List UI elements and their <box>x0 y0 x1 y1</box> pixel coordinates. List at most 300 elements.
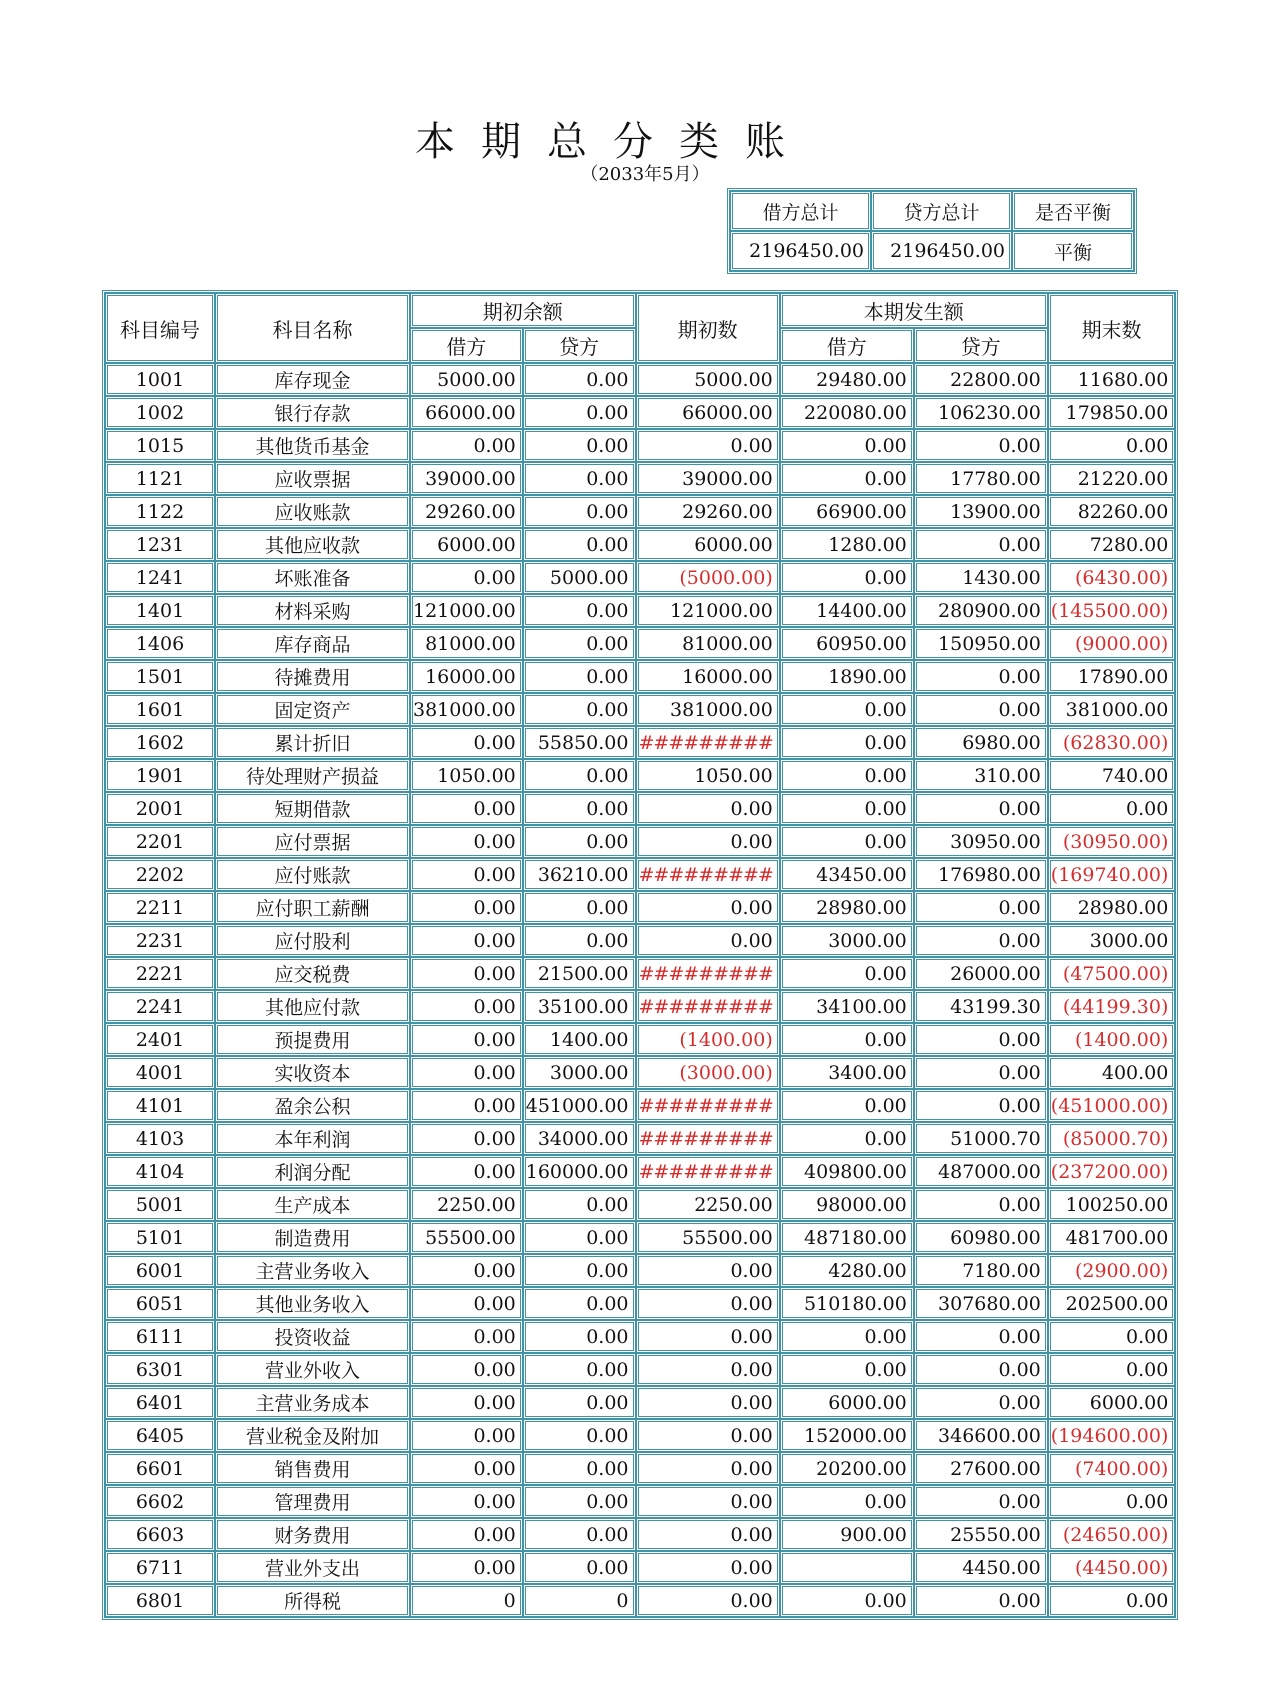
ob-debit-cell[interactable]: 0.00 <box>410 924 523 957</box>
header-code[interactable]: 科目编号 <box>105 293 215 363</box>
ending-cell[interactable]: (6430.00) <box>1048 561 1176 594</box>
ob-debit-cell[interactable]: 0.00 <box>410 1419 523 1452</box>
cur-debit-cell[interactable]: 0.00 <box>780 429 914 462</box>
cur-debit-cell[interactable]: 3000.00 <box>780 924 914 957</box>
cur-debit-cell[interactable]: 0.00 <box>780 1353 914 1386</box>
ending-cell[interactable]: (2900.00) <box>1048 1254 1176 1287</box>
cur-debit-cell[interactable]: 14400.00 <box>780 594 914 627</box>
name-cell[interactable]: 其他货币基金 <box>215 429 410 462</box>
ob-credit-cell[interactable]: 0.00 <box>523 495 636 528</box>
code-cell[interactable]: 6603 <box>105 1518 215 1551</box>
name-cell[interactable]: 其他应付款 <box>215 990 410 1023</box>
cur-credit-cell[interactable]: 0.00 <box>914 1386 1048 1419</box>
name-cell[interactable]: 银行存款 <box>215 396 410 429</box>
ob-credit-cell[interactable]: 0.00 <box>523 1353 636 1386</box>
code-cell[interactable]: 2221 <box>105 957 215 990</box>
code-cell[interactable]: 1001 <box>105 363 215 396</box>
cur-credit-cell[interactable]: 13900.00 <box>914 495 1048 528</box>
ob-debit-cell[interactable]: 0.00 <box>410 561 523 594</box>
code-cell[interactable]: 6602 <box>105 1485 215 1518</box>
ob-credit-cell[interactable]: 3000.00 <box>523 1056 636 1089</box>
name-cell[interactable]: 应付票据 <box>215 825 410 858</box>
ob-credit-cell[interactable]: 451000.00 <box>523 1089 636 1122</box>
cur-credit-cell[interactable]: 0.00 <box>914 1056 1048 1089</box>
cur-debit-cell[interactable]: 60950.00 <box>780 627 914 660</box>
cur-debit-cell[interactable]: 0.00 <box>780 1584 914 1617</box>
ob-debit-cell[interactable]: 0.00 <box>410 825 523 858</box>
opening-cell[interactable]: 0.00 <box>636 429 780 462</box>
name-cell[interactable]: 固定资产 <box>215 693 410 726</box>
header-ob-debit[interactable]: 借方 <box>410 328 523 363</box>
ob-credit-cell[interactable]: 160000.00 <box>523 1155 636 1188</box>
code-cell[interactable]: 6301 <box>105 1353 215 1386</box>
ending-cell[interactable]: 740.00 <box>1048 759 1176 792</box>
ob-debit-cell[interactable]: 5000.00 <box>410 363 523 396</box>
cur-debit-cell[interactable]: 0.00 <box>780 759 914 792</box>
header-name[interactable]: 科目名称 <box>215 293 410 363</box>
ob-credit-cell[interactable]: 0.00 <box>523 1419 636 1452</box>
code-cell[interactable]: 1602 <box>105 726 215 759</box>
code-cell[interactable]: 1231 <box>105 528 215 561</box>
name-cell[interactable]: 营业税金及附加 <box>215 1419 410 1452</box>
ending-cell[interactable]: 381000.00 <box>1048 693 1176 726</box>
name-cell[interactable]: 投资收益 <box>215 1320 410 1353</box>
name-cell[interactable]: 应交税费 <box>215 957 410 990</box>
opening-cell[interactable]: 121000.00 <box>636 594 780 627</box>
ending-cell[interactable]: (4450.00) <box>1048 1551 1176 1584</box>
cur-credit-cell[interactable]: 0.00 <box>914 792 1048 825</box>
ob-debit-cell[interactable]: 0.00 <box>410 1287 523 1320</box>
ob-credit-cell[interactable]: 0.00 <box>523 891 636 924</box>
ob-debit-cell[interactable]: 121000.00 <box>410 594 523 627</box>
ob-credit-cell[interactable]: 0.00 <box>523 1485 636 1518</box>
code-cell[interactable]: 1002 <box>105 396 215 429</box>
name-cell[interactable]: 主营业务成本 <box>215 1386 410 1419</box>
opening-cell[interactable]: (1400.00) <box>636 1023 780 1056</box>
opening-cell[interactable]: 0.00 <box>636 1320 780 1353</box>
cur-credit-cell[interactable]: 30950.00 <box>914 825 1048 858</box>
ending-cell[interactable]: 0.00 <box>1048 792 1176 825</box>
cur-debit-cell[interactable]: 0.00 <box>780 1485 914 1518</box>
name-cell[interactable]: 累计折旧 <box>215 726 410 759</box>
ob-debit-cell[interactable]: 81000.00 <box>410 627 523 660</box>
ob-credit-cell[interactable]: 0.00 <box>523 1551 636 1584</box>
ob-debit-cell[interactable]: 0.00 <box>410 891 523 924</box>
ob-credit-cell[interactable]: 34000.00 <box>523 1122 636 1155</box>
ob-credit-cell[interactable]: 21500.00 <box>523 957 636 990</box>
ending-cell[interactable]: 0.00 <box>1048 429 1176 462</box>
opening-cell[interactable]: 0.00 <box>636 1353 780 1386</box>
ob-debit-cell[interactable]: 0.00 <box>410 1089 523 1122</box>
ob-credit-cell[interactable]: 0.00 <box>523 1320 636 1353</box>
ob-debit-cell[interactable]: 0.00 <box>410 1353 523 1386</box>
ending-cell[interactable]: 3000.00 <box>1048 924 1176 957</box>
ending-cell[interactable]: (9000.00) <box>1048 627 1176 660</box>
cur-credit-cell[interactable]: 0.00 <box>914 660 1048 693</box>
cur-credit-cell[interactable]: 0.00 <box>914 429 1048 462</box>
opening-cell[interactable]: 0.00 <box>636 1254 780 1287</box>
header-cur-debit[interactable]: 借方 <box>780 328 914 363</box>
ending-cell[interactable]: 21220.00 <box>1048 462 1176 495</box>
ending-cell[interactable]: (44199.30) <box>1048 990 1176 1023</box>
cur-debit-cell[interactable]: 0.00 <box>780 561 914 594</box>
name-cell[interactable]: 待处理财产损益 <box>215 759 410 792</box>
cur-credit-cell[interactable]: 307680.00 <box>914 1287 1048 1320</box>
cur-credit-cell[interactable]: 150950.00 <box>914 627 1048 660</box>
opening-cell[interactable]: 0.00 <box>636 792 780 825</box>
header-ending-count[interactable]: 期末数 <box>1048 293 1176 363</box>
cur-debit-cell[interactable]: 29480.00 <box>780 363 914 396</box>
opening-cell[interactable]: 0.00 <box>636 1452 780 1485</box>
opening-cell[interactable]: ######### <box>636 1089 780 1122</box>
ending-cell[interactable]: (85000.70) <box>1048 1122 1176 1155</box>
ob-credit-cell[interactable]: 5000.00 <box>523 561 636 594</box>
ob-debit-cell[interactable]: 16000.00 <box>410 660 523 693</box>
ob-debit-cell[interactable]: 2250.00 <box>410 1188 523 1221</box>
ob-debit-cell[interactable]: 0 <box>410 1584 523 1617</box>
ob-credit-cell[interactable]: 0.00 <box>523 924 636 957</box>
code-cell[interactable]: 6111 <box>105 1320 215 1353</box>
code-cell[interactable]: 1122 <box>105 495 215 528</box>
ob-credit-cell[interactable]: 1400.00 <box>523 1023 636 1056</box>
cur-credit-cell[interactable]: 0.00 <box>914 528 1048 561</box>
ending-cell[interactable]: 179850.00 <box>1048 396 1176 429</box>
header-current-amount[interactable]: 本期发生额 <box>780 293 1048 328</box>
code-cell[interactable]: 1406 <box>105 627 215 660</box>
cur-credit-cell[interactable]: 60980.00 <box>914 1221 1048 1254</box>
code-cell[interactable]: 6405 <box>105 1419 215 1452</box>
opening-cell[interactable]: 6000.00 <box>636 528 780 561</box>
ob-credit-cell[interactable]: 0.00 <box>523 1254 636 1287</box>
ob-debit-cell[interactable]: 0.00 <box>410 1452 523 1485</box>
code-cell[interactable]: 2201 <box>105 825 215 858</box>
ob-debit-cell[interactable]: 0.00 <box>410 1518 523 1551</box>
ending-cell[interactable]: 400.00 <box>1048 1056 1176 1089</box>
ob-debit-cell[interactable]: 0.00 <box>410 1056 523 1089</box>
code-cell[interactable]: 6051 <box>105 1287 215 1320</box>
cur-credit-cell[interactable]: 1430.00 <box>914 561 1048 594</box>
ending-cell[interactable]: (1400.00) <box>1048 1023 1176 1056</box>
code-cell[interactable]: 1121 <box>105 462 215 495</box>
code-cell[interactable]: 2241 <box>105 990 215 1023</box>
code-cell[interactable]: 2202 <box>105 858 215 891</box>
code-cell[interactable]: 6401 <box>105 1386 215 1419</box>
cur-credit-cell[interactable]: 106230.00 <box>914 396 1048 429</box>
ob-credit-cell[interactable]: 0.00 <box>523 1518 636 1551</box>
cur-credit-cell[interactable]: 6980.00 <box>914 726 1048 759</box>
cur-credit-cell[interactable]: 0.00 <box>914 1089 1048 1122</box>
code-cell[interactable]: 5101 <box>105 1221 215 1254</box>
ob-debit-cell[interactable]: 0.00 <box>410 990 523 1023</box>
cur-debit-cell[interactable]: 487180.00 <box>780 1221 914 1254</box>
cur-credit-cell[interactable]: 0.00 <box>914 1023 1048 1056</box>
code-cell[interactable]: 1241 <box>105 561 215 594</box>
opening-cell[interactable]: ######### <box>636 726 780 759</box>
ending-cell[interactable]: 28980.00 <box>1048 891 1176 924</box>
ending-cell[interactable]: 0.00 <box>1048 1485 1176 1518</box>
cur-credit-cell[interactable]: 176980.00 <box>914 858 1048 891</box>
opening-cell[interactable]: 0.00 <box>636 1584 780 1617</box>
opening-cell[interactable]: ######### <box>636 1155 780 1188</box>
opening-cell[interactable]: 5000.00 <box>636 363 780 396</box>
name-cell[interactable]: 材料采购 <box>215 594 410 627</box>
opening-cell[interactable]: 55500.00 <box>636 1221 780 1254</box>
cur-credit-cell[interactable]: 43199.30 <box>914 990 1048 1023</box>
ob-debit-cell[interactable]: 39000.00 <box>410 462 523 495</box>
credit-total-header[interactable]: 贷方总计 <box>871 191 1012 231</box>
code-cell[interactable]: 4001 <box>105 1056 215 1089</box>
opening-cell[interactable]: 0.00 <box>636 891 780 924</box>
name-cell[interactable]: 营业外支出 <box>215 1551 410 1584</box>
ending-cell[interactable]: 0.00 <box>1048 1320 1176 1353</box>
name-cell[interactable]: 短期借款 <box>215 792 410 825</box>
ending-cell[interactable]: 82260.00 <box>1048 495 1176 528</box>
cur-credit-cell[interactable]: 26000.00 <box>914 957 1048 990</box>
ending-cell[interactable]: 7280.00 <box>1048 528 1176 561</box>
name-cell[interactable]: 销售费用 <box>215 1452 410 1485</box>
ob-debit-cell[interactable]: 55500.00 <box>410 1221 523 1254</box>
ending-cell[interactable]: (451000.00) <box>1048 1089 1176 1122</box>
code-cell[interactable]: 6801 <box>105 1584 215 1617</box>
cur-credit-cell[interactable]: 22800.00 <box>914 363 1048 396</box>
header-cur-credit[interactable]: 贷方 <box>914 328 1048 363</box>
name-cell[interactable]: 预提费用 <box>215 1023 410 1056</box>
name-cell[interactable]: 待摊费用 <box>215 660 410 693</box>
cur-credit-cell[interactable]: 280900.00 <box>914 594 1048 627</box>
ob-debit-cell[interactable]: 0.00 <box>410 792 523 825</box>
name-cell[interactable]: 应收账款 <box>215 495 410 528</box>
code-cell[interactable]: 2231 <box>105 924 215 957</box>
cur-credit-cell[interactable]: 0.00 <box>914 693 1048 726</box>
name-cell[interactable]: 主营业务收入 <box>215 1254 410 1287</box>
ob-credit-cell[interactable]: 0.00 <box>523 462 636 495</box>
ob-credit-cell[interactable]: 0.00 <box>523 660 636 693</box>
ending-cell[interactable]: 0.00 <box>1048 1353 1176 1386</box>
ob-credit-cell[interactable]: 35100.00 <box>523 990 636 1023</box>
ending-cell[interactable]: 100250.00 <box>1048 1188 1176 1221</box>
opening-cell[interactable]: 0.00 <box>636 1419 780 1452</box>
ob-credit-cell[interactable]: 0.00 <box>523 429 636 462</box>
ob-credit-cell[interactable]: 0.00 <box>523 759 636 792</box>
ending-cell[interactable]: 11680.00 <box>1048 363 1176 396</box>
ob-debit-cell[interactable]: 381000.00 <box>410 693 523 726</box>
code-cell[interactable]: 5001 <box>105 1188 215 1221</box>
cur-debit-cell[interactable]: 0.00 <box>780 1320 914 1353</box>
name-cell[interactable]: 利润分配 <box>215 1155 410 1188</box>
cur-credit-cell[interactable]: 51000.70 <box>914 1122 1048 1155</box>
cur-debit-cell[interactable]: 3400.00 <box>780 1056 914 1089</box>
code-cell[interactable]: 4103 <box>105 1122 215 1155</box>
name-cell[interactable]: 财务费用 <box>215 1518 410 1551</box>
cur-debit-cell[interactable]: 66900.00 <box>780 495 914 528</box>
name-cell[interactable]: 营业外收入 <box>215 1353 410 1386</box>
opening-cell[interactable]: 81000.00 <box>636 627 780 660</box>
cur-debit-cell[interactable]: 900.00 <box>780 1518 914 1551</box>
cur-debit-cell[interactable]: 152000.00 <box>780 1419 914 1452</box>
code-cell[interactable]: 1401 <box>105 594 215 627</box>
name-cell[interactable]: 应付账款 <box>215 858 410 891</box>
ob-debit-cell[interactable]: 0.00 <box>410 429 523 462</box>
code-cell[interactable]: 4104 <box>105 1155 215 1188</box>
ob-debit-cell[interactable]: 0.00 <box>410 1254 523 1287</box>
name-cell[interactable]: 应付股利 <box>215 924 410 957</box>
cur-debit-cell[interactable]: 1280.00 <box>780 528 914 561</box>
cur-credit-cell[interactable]: 0.00 <box>914 1188 1048 1221</box>
opening-cell[interactable]: 2250.00 <box>636 1188 780 1221</box>
ending-cell[interactable]: 17890.00 <box>1048 660 1176 693</box>
cur-debit-cell[interactable]: 0.00 <box>780 693 914 726</box>
cur-credit-cell[interactable]: 17780.00 <box>914 462 1048 495</box>
opening-cell[interactable]: ######### <box>636 957 780 990</box>
cur-debit-cell[interactable]: 0.00 <box>780 726 914 759</box>
ob-debit-cell[interactable]: 6000.00 <box>410 528 523 561</box>
cur-credit-cell[interactable]: 27600.00 <box>914 1452 1048 1485</box>
code-cell[interactable]: 2001 <box>105 792 215 825</box>
cur-credit-cell[interactable]: 0.00 <box>914 891 1048 924</box>
ending-cell[interactable]: (24650.00) <box>1048 1518 1176 1551</box>
ending-cell[interactable]: 481700.00 <box>1048 1221 1176 1254</box>
name-cell[interactable]: 应付职工薪酬 <box>215 891 410 924</box>
ob-credit-cell[interactable]: 55850.00 <box>523 726 636 759</box>
ob-debit-cell[interactable]: 1050.00 <box>410 759 523 792</box>
cur-debit-cell[interactable]: 98000.00 <box>780 1188 914 1221</box>
code-cell[interactable]: 1901 <box>105 759 215 792</box>
balanced-header[interactable]: 是否平衡 <box>1012 191 1134 231</box>
opening-cell[interactable]: ######### <box>636 858 780 891</box>
name-cell[interactable]: 管理费用 <box>215 1485 410 1518</box>
cur-debit-cell[interactable]: 0.00 <box>780 1089 914 1122</box>
ending-cell[interactable]: 6000.00 <box>1048 1386 1176 1419</box>
ending-cell[interactable]: (194600.00) <box>1048 1419 1176 1452</box>
cur-credit-cell[interactable]: 310.00 <box>914 759 1048 792</box>
ob-credit-cell[interactable]: 0.00 <box>523 1188 636 1221</box>
cur-credit-cell[interactable]: 346600.00 <box>914 1419 1048 1452</box>
code-cell[interactable]: 6601 <box>105 1452 215 1485</box>
name-cell[interactable]: 其他业务收入 <box>215 1287 410 1320</box>
ob-debit-cell[interactable]: 0.00 <box>410 858 523 891</box>
cur-credit-cell[interactable]: 0.00 <box>914 1485 1048 1518</box>
cur-credit-cell[interactable]: 0.00 <box>914 1353 1048 1386</box>
opening-cell[interactable]: 0.00 <box>636 1485 780 1518</box>
code-cell[interactable]: 6001 <box>105 1254 215 1287</box>
ob-debit-cell[interactable]: 0.00 <box>410 1386 523 1419</box>
opening-cell[interactable]: ######### <box>636 990 780 1023</box>
cur-debit-cell[interactable]: 220080.00 <box>780 396 914 429</box>
ob-credit-cell[interactable]: 0.00 <box>523 396 636 429</box>
name-cell[interactable]: 实收资本 <box>215 1056 410 1089</box>
ob-debit-cell[interactable]: 29260.00 <box>410 495 523 528</box>
opening-cell[interactable]: 29260.00 <box>636 495 780 528</box>
cur-credit-cell[interactable]: 0.00 <box>914 1320 1048 1353</box>
ob-credit-cell[interactable]: 0.00 <box>523 825 636 858</box>
credit-total-value[interactable]: 2196450.00 <box>871 231 1012 271</box>
ob-credit-cell[interactable]: 0.00 <box>523 1221 636 1254</box>
ending-cell[interactable]: (47500.00) <box>1048 957 1176 990</box>
header-opening-balance[interactable]: 期初余额 <box>410 293 636 328</box>
cur-credit-cell[interactable]: 0.00 <box>914 924 1048 957</box>
name-cell[interactable]: 库存商品 <box>215 627 410 660</box>
opening-cell[interactable]: 381000.00 <box>636 693 780 726</box>
cur-credit-cell[interactable]: 0.00 <box>914 1584 1048 1617</box>
cur-debit-cell[interactable]: 0.00 <box>780 825 914 858</box>
cur-credit-cell[interactable]: 4450.00 <box>914 1551 1048 1584</box>
ob-debit-cell[interactable]: 0.00 <box>410 1320 523 1353</box>
cur-credit-cell[interactable]: 7180.00 <box>914 1254 1048 1287</box>
ending-cell[interactable]: (169740.00) <box>1048 858 1176 891</box>
opening-cell[interactable]: 66000.00 <box>636 396 780 429</box>
opening-cell[interactable]: 39000.00 <box>636 462 780 495</box>
cur-debit-cell[interactable]: 4280.00 <box>780 1254 914 1287</box>
ending-cell[interactable]: (145500.00) <box>1048 594 1176 627</box>
ob-debit-cell[interactable]: 0.00 <box>410 1551 523 1584</box>
cur-debit-cell[interactable]: 0.00 <box>780 1023 914 1056</box>
name-cell[interactable]: 盈余公积 <box>215 1089 410 1122</box>
ob-credit-cell[interactable]: 0.00 <box>523 594 636 627</box>
name-cell[interactable]: 库存现金 <box>215 363 410 396</box>
ob-debit-cell[interactable]: 0.00 <box>410 957 523 990</box>
opening-cell[interactable]: 0.00 <box>636 924 780 957</box>
header-opening-count[interactable]: 期初数 <box>636 293 780 363</box>
cur-debit-cell[interactable]: 510180.00 <box>780 1287 914 1320</box>
ob-debit-cell[interactable]: 0.00 <box>410 1485 523 1518</box>
debit-total-value[interactable]: 2196450.00 <box>730 231 871 271</box>
cur-credit-cell[interactable]: 25550.00 <box>914 1518 1048 1551</box>
ob-credit-cell[interactable]: 0.00 <box>523 1452 636 1485</box>
ob-credit-cell[interactable]: 0.00 <box>523 1287 636 1320</box>
cur-debit-cell[interactable]: 43450.00 <box>780 858 914 891</box>
cur-debit-cell[interactable]: 20200.00 <box>780 1452 914 1485</box>
cur-debit-cell[interactable]: 1890.00 <box>780 660 914 693</box>
opening-cell[interactable]: 0.00 <box>636 1518 780 1551</box>
opening-cell[interactable]: (3000.00) <box>636 1056 780 1089</box>
code-cell[interactable]: 1015 <box>105 429 215 462</box>
code-cell[interactable]: 4101 <box>105 1089 215 1122</box>
balanced-value[interactable]: 平衡 <box>1012 231 1134 271</box>
ob-credit-cell[interactable]: 0 <box>523 1584 636 1617</box>
ob-debit-cell[interactable]: 0.00 <box>410 1023 523 1056</box>
name-cell[interactable]: 所得税 <box>215 1584 410 1617</box>
ob-credit-cell[interactable]: 0.00 <box>523 363 636 396</box>
ob-debit-cell[interactable]: 0.00 <box>410 726 523 759</box>
ob-credit-cell[interactable]: 0.00 <box>523 792 636 825</box>
cur-debit-cell[interactable]: 28980.00 <box>780 891 914 924</box>
ob-credit-cell[interactable]: 0.00 <box>523 1386 636 1419</box>
code-cell[interactable]: 2211 <box>105 891 215 924</box>
code-cell[interactable]: 1501 <box>105 660 215 693</box>
name-cell[interactable]: 其他应收款 <box>215 528 410 561</box>
ending-cell[interactable]: 0.00 <box>1048 1584 1176 1617</box>
ending-cell[interactable]: (7400.00) <box>1048 1452 1176 1485</box>
code-cell[interactable]: 1601 <box>105 693 215 726</box>
ob-debit-cell[interactable]: 0.00 <box>410 1155 523 1188</box>
cur-debit-cell[interactable]: 6000.00 <box>780 1386 914 1419</box>
ob-credit-cell[interactable]: 0.00 <box>523 693 636 726</box>
cur-debit-cell[interactable]: 34100.00 <box>780 990 914 1023</box>
opening-cell[interactable]: 16000.00 <box>636 660 780 693</box>
cur-debit-cell[interactable] <box>780 1551 914 1584</box>
ending-cell[interactable]: (237200.00) <box>1048 1155 1176 1188</box>
opening-cell[interactable]: 1050.00 <box>636 759 780 792</box>
opening-cell[interactable]: ######### <box>636 1122 780 1155</box>
opening-cell[interactable]: 0.00 <box>636 825 780 858</box>
ob-credit-cell[interactable]: 36210.00 <box>523 858 636 891</box>
cur-debit-cell[interactable]: 0.00 <box>780 1122 914 1155</box>
ob-credit-cell[interactable]: 0.00 <box>523 627 636 660</box>
ending-cell[interactable]: 202500.00 <box>1048 1287 1176 1320</box>
name-cell[interactable]: 应收票据 <box>215 462 410 495</box>
opening-cell[interactable]: 0.00 <box>636 1287 780 1320</box>
cur-debit-cell[interactable]: 409800.00 <box>780 1155 914 1188</box>
